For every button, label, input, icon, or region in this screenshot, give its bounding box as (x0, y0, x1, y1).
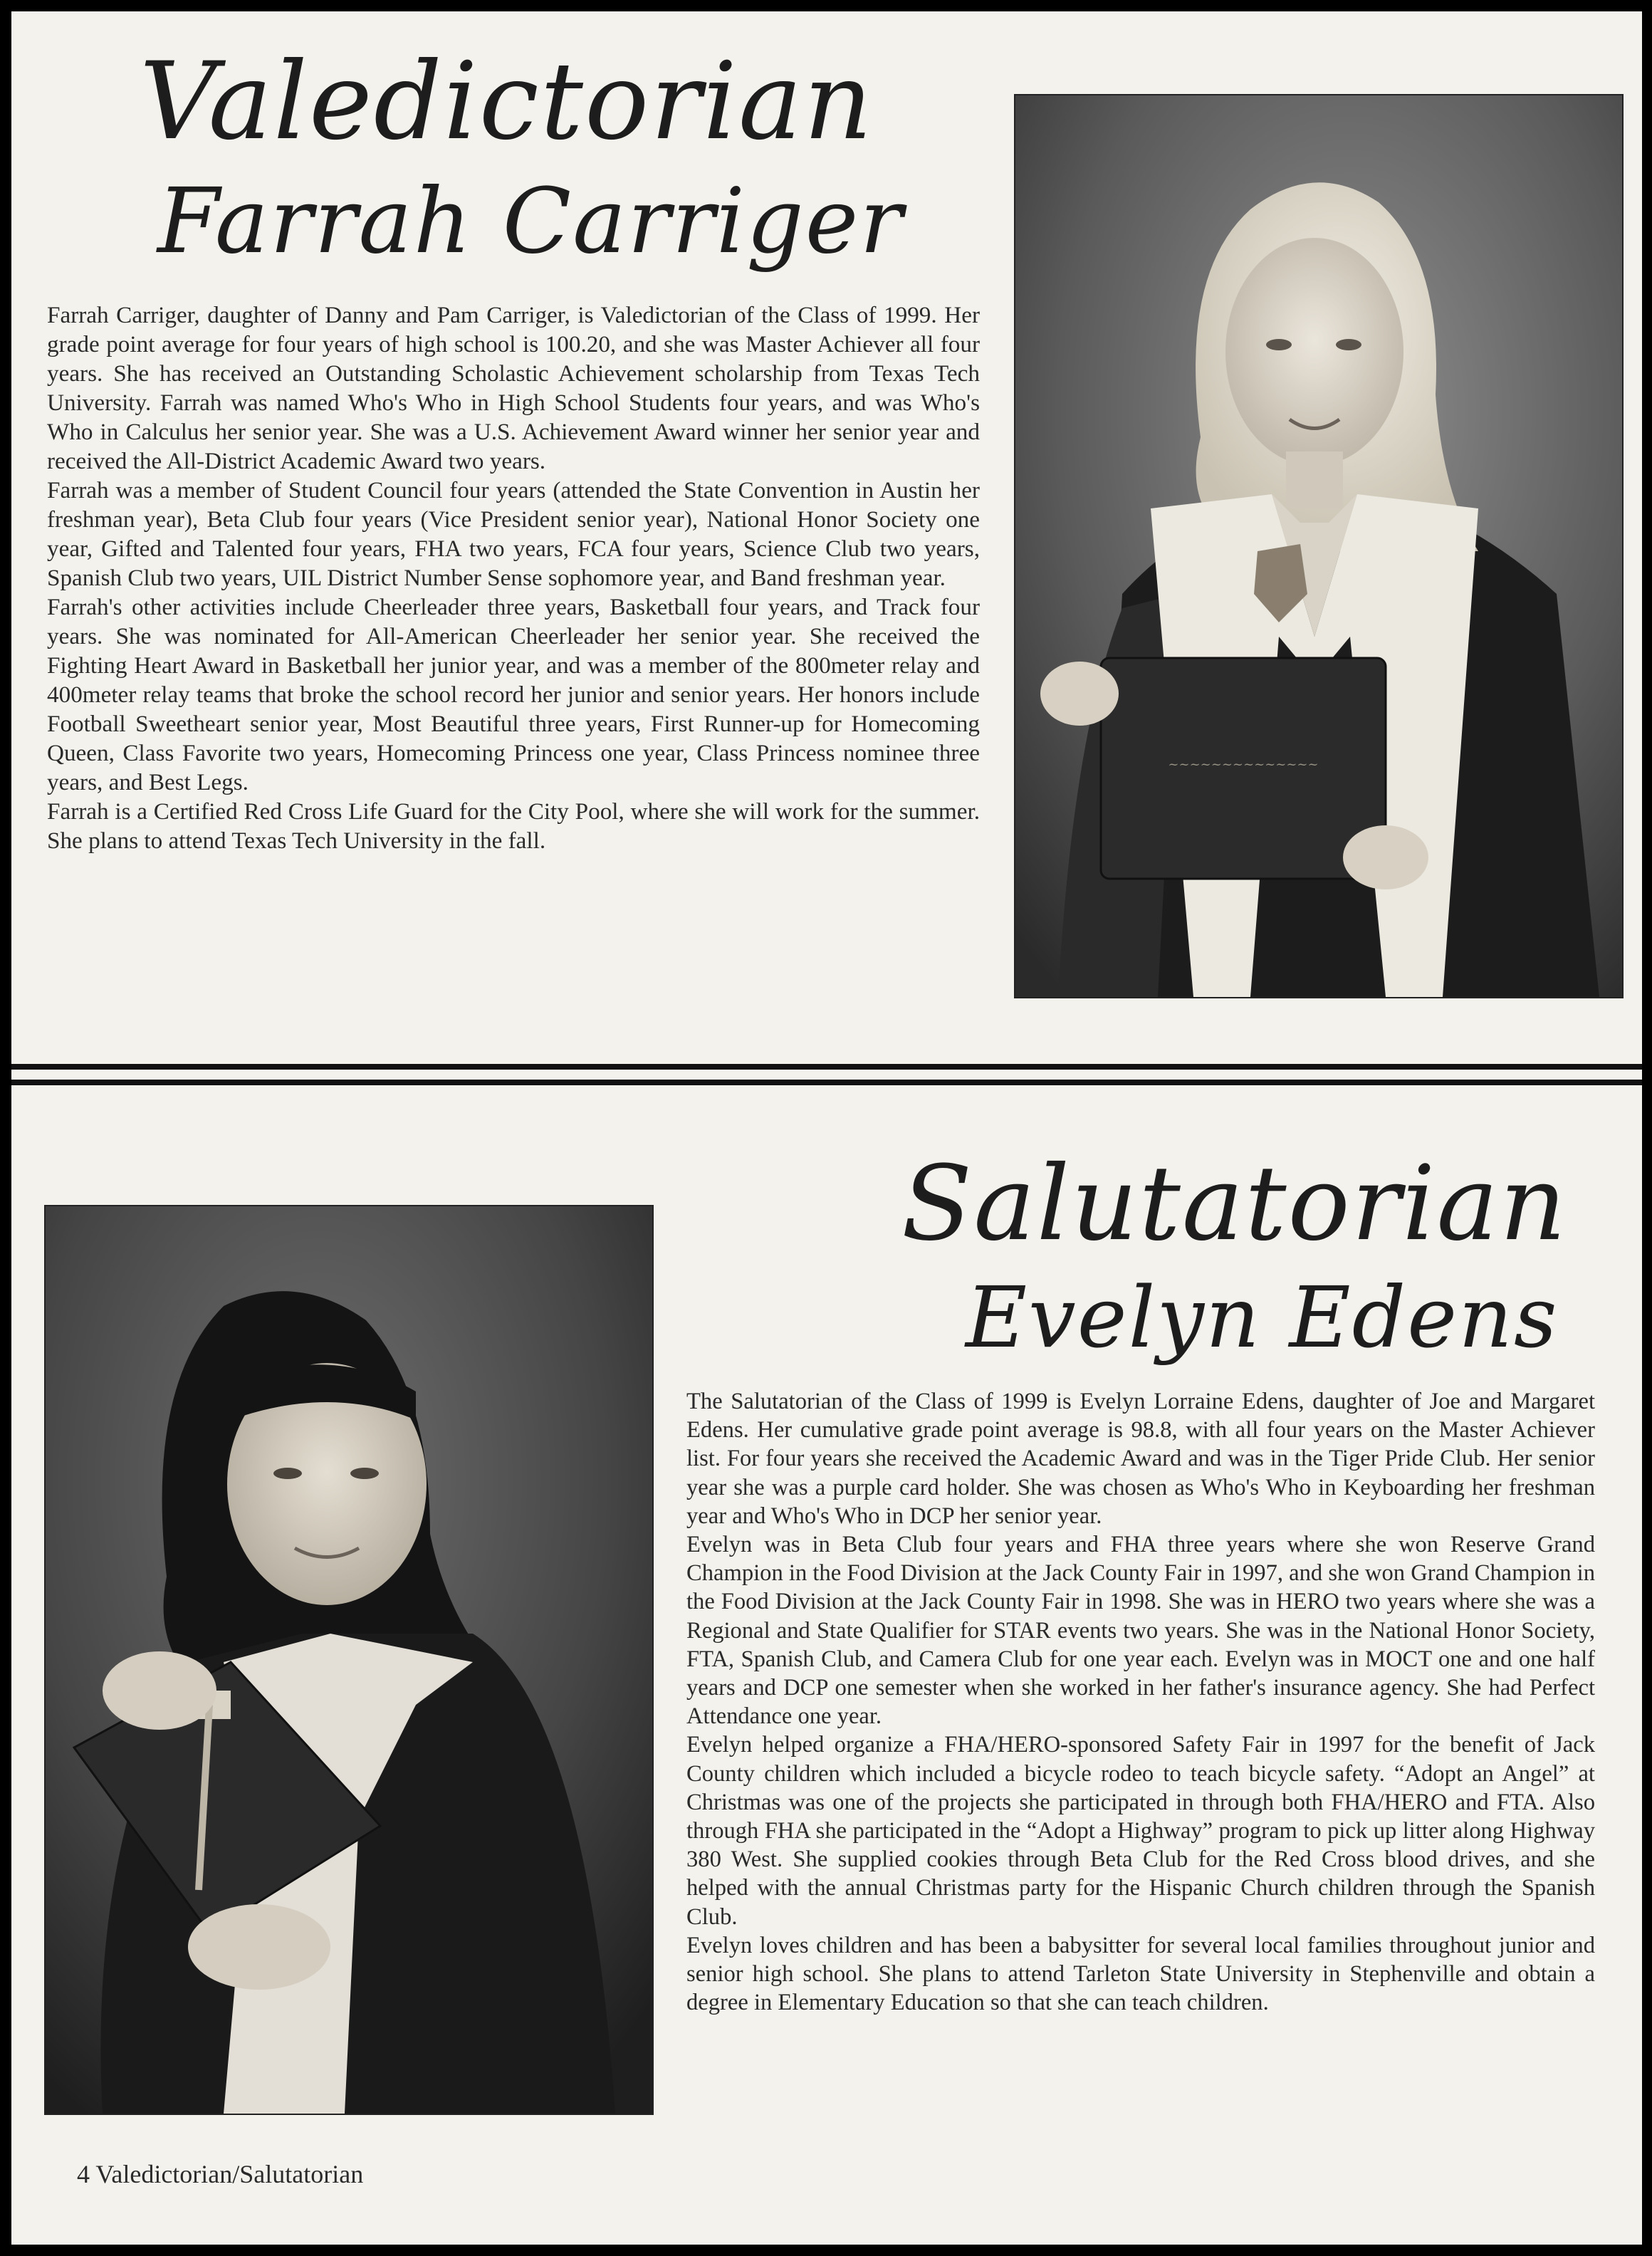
page-footer: 4 Valedictorian/Salutatorian (77, 2160, 364, 2188)
valedictorian-bio (47, 301, 980, 855)
valedictorian-paragraph-3: Farrah's other activities include Cheerleader three years, Basketball four years, and Track four years. She was nominated for All-American Cheerleader her senior year. She received the Fighting Heart Award in Basketball her junior year, and was a member of the 800meter relay and 400meter relay teams that broke the school record her junior and senior years. Her honors include Football Sweetheart senior year, Most Beautiful three years, First Runner-up for Homecoming Queen, Class Favorite two years, Homecoming Princess one year, Class Princess nominee three years, and Best Legs. (47, 594, 980, 795)
valedictorian-paragraph-4: Farrah is a Certified Red Cross Life Guard for the City Pool, where she will work for the summer. She plans to attend Texas Tech University in the fall. (47, 798, 980, 854)
valedictorian-name: Farrah Carriger (157, 169, 904, 273)
valedictorian-heading: Valedictorian (140, 40, 874, 164)
svg-text:~~~~~~~~~~~~~~: ~~~~~~~~~~~~~~ (1168, 757, 1319, 772)
salutatorian-paragraph-2: Evelyn was in Beta Club four years and FHA three years where she won Reserve Grand Champion in the Food Division at the Jack County Fair in 1997, and she won Grand Champion in the Food Division at the Jack County Fair in 1998. She was in HERO two years where she was a Regional and State Qualifier for STAR events two years. She was in the National Honor Society, FTA, Spanish Club, and Camera Club for one year each. Evelyn was in MOCT one and one half years and DCP one semester when she worked in her father's insurance agency. She had Perfect Attendance one year. (686, 1532, 1595, 1730)
yearbook-page (11, 11, 1642, 2245)
section-divider-top (11, 1064, 1642, 1070)
salutatorian-paragraph-1: The Salutatorian of the Class of 1999 is Evelyn Lorraine Edens, daughter of Joe and Margaret Edens. Her cumulative grade point average is 98.8, with all four years on the Master Achiever list. For four years she received the Academic Award and was in the Tiger Pride Club. Her senior year she was a purple card holder. She was chosen as Who's Who in Keyboarding her freshman year and Who's Who in DCP her senior year. (686, 1389, 1595, 1529)
valedictorian-paragraph-1: Farrah Carriger, daughter of Danny and Pam Carriger, is Valedictorian of the Class of 1999. Her grade point average for four years of high school is 100.20, and she was Master Achiever all four years. She has received an Outstanding Scholastic Achievement scholarship from Texas Tech University. Farrah was named Who's Who in High School Students four years, and was Who's Who in Calculus her senior year. She was a U.S. Achievement Award winner her senior year and received the All-District Academic Award two years. (47, 302, 980, 474)
salutatorian-heading: Salutatorian (901, 1144, 1568, 1264)
salutatorian-paragraph-3: Evelyn helped organize a FHA/HERO-sponsored Safety Fair in 1997 for the benefit of Jack County children which included a bicycle rodeo to teach bicycle safety. “Adopt an Angel” at Christmas was one of the projects she participated in through both FHA/HERO and FTA. Also through FHA she participated in the “Adopt a Highway” program to pick up litter along Highway 380 West. She supplied cookies through Beta Club for the Red Cross blood drives, and she helped with the annual Christmas party for the Hispanic Church children through the Spanish Club. (686, 1732, 1595, 1930)
valedictorian-photo (1014, 94, 1624, 998)
salutatorian-bio (686, 1387, 1595, 2017)
valedictorian-paragraph-2: Farrah was a member of Student Council four years (attended the State Convention in Austin her freshman year), Beta Club four years (Vice President senior year), National Honor Society one year, Gifted and Talented four years, FHA two years, FCA four years, Science Club two years, Spanish Club two years, UIL District Number Sense sophomore year, and Band freshman year. (47, 477, 980, 591)
salutatorian-paragraph-4: Evelyn loves children and has been a babysitter for several local families throughout junior and senior high school. She plans to attend Tarleton State University in Stephenville and obtain a degree in Elementary Education so that she can teach children. (686, 1932, 1595, 2016)
salutatorian-name: Evelyn Edens (966, 1268, 1559, 1367)
section-divider-bottom (11, 1080, 1642, 1085)
salutatorian-photo (44, 1205, 654, 2115)
